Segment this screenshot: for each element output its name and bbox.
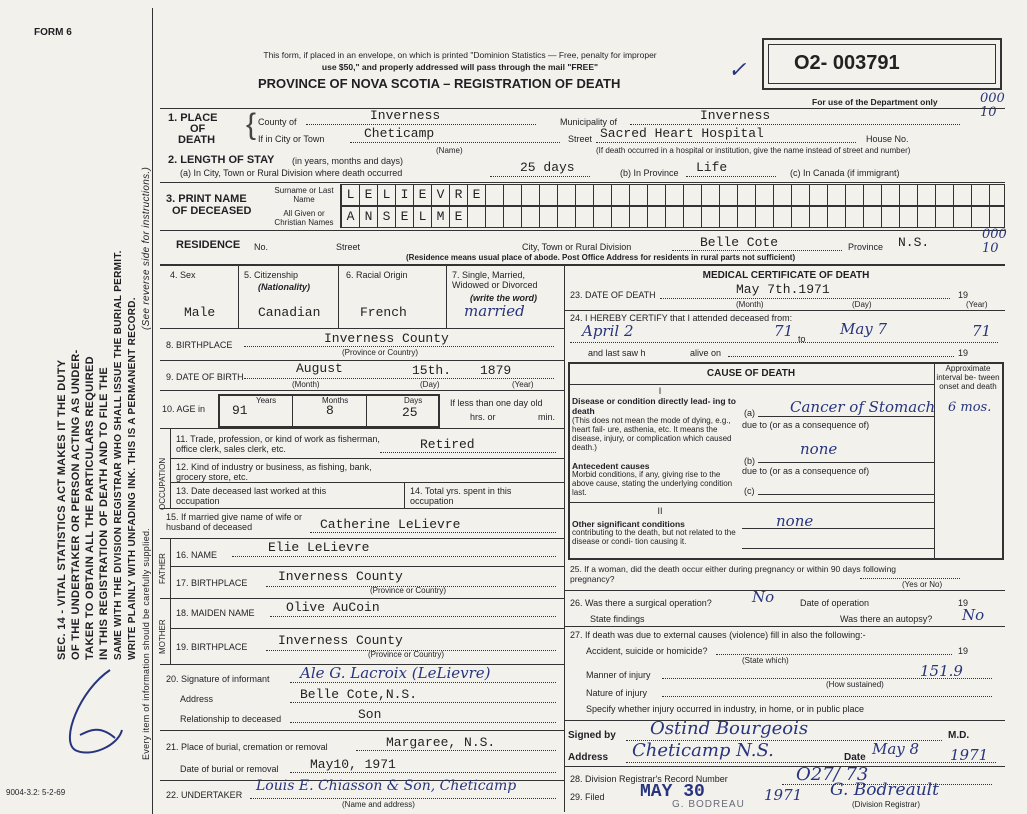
informant-address: Belle Cote,N.S. [300,687,418,702]
birthplace-value: Inverness County [324,331,449,346]
cause-b-value: none [800,440,838,458]
name-letter-cell [540,207,558,227]
md-label: M.D. [948,730,970,741]
name-letter-cell: L [342,185,360,205]
due-to-b: due to (or as a consequence of) [742,466,870,476]
informant-address-label: Address [180,694,214,704]
name-letter-cell [594,207,612,227]
name-letter-cell [792,185,810,205]
father-birthplace-value: Inverness County [278,569,403,584]
undertaker-label: 22. UNDERTAKER [166,790,243,800]
street-label: Street [568,134,593,144]
postal-note-2: use $50," and properly addressed will pass through the mail "FREE" [321,62,599,72]
father-name-value: Elie LeLievre [268,540,370,555]
residence-no-label: No. [254,242,269,252]
name-letter-cell [918,185,936,205]
registrar-signature: G. Bodreault [830,780,939,800]
operation-nineteen: 19 [958,598,969,608]
attended-to-year: 71 [972,322,992,340]
house-no-label: House No. [866,134,909,144]
dob-day: 15th. [412,363,452,378]
mother-side-label: MOTHER [158,619,167,654]
name-letter-cell [486,207,504,227]
name-letter-cell: I [396,185,414,205]
marital-value: married [464,302,525,320]
last-worked-label: 13. Date deceased last worked at this occupation [176,486,327,506]
name-letter-cell [756,185,774,205]
residence-label: RESIDENCE [176,239,241,251]
initial-mark [40,660,130,770]
state-which-label: (State which) [742,656,789,665]
name-letter-cell [810,207,828,227]
side-instruction-1: SEC. 14 - VITAL STATISTICS ACT MAKES IT THE DUTY [56,359,68,660]
name-letter-cell [972,207,990,227]
age-days: 25 [402,405,418,420]
cause-a-interval: 6 mos. [948,400,992,415]
q25-label: 25. If a woman, did the death occur either during pregnancy or within 90 days following pregnancy? [570,564,897,584]
name-letter-cell [828,207,846,227]
residence-code: 000 10 [982,227,1007,256]
signed-by-label: Signed by [568,730,616,741]
relationship-value: Son [358,707,382,722]
autopsy-value: No [962,606,985,624]
record-number-label: 28. Division Registrar's Record Number [570,774,728,784]
name-letter-cell [936,207,954,227]
dob-year: 1879 [480,363,512,378]
burial-place-label: 21. Place of burial, cremation or removal [166,742,328,752]
side-instruction-8: Every item of information should be carefully supplied. [141,527,151,760]
name-letter-cell [684,207,702,227]
name-letter-cell [612,207,630,227]
dob-day-sub: (Day) [420,380,440,389]
alive-nineteen: 19 [958,348,969,358]
other-conditions-label: Other significant conditions [572,519,685,529]
surname-boxes [340,184,1005,206]
marital-sub: (write the word) [470,293,537,303]
informant-sig-label: 20. Signature of informant [166,674,270,684]
cause-c-label: (c) [744,486,755,496]
birthplace-label: 8. BIRTHPLACE [166,340,233,350]
name-sub-label: (Name) [436,146,463,155]
registration-number-box [762,38,1002,90]
name-letter-cell [504,185,522,205]
name-letter-cell [594,185,612,205]
length-of-stay-heading: 2. LENGTH OF STAY [168,154,275,166]
antecedent-label: Antecedent causes [572,461,650,471]
dod-day-sub: (Day) [852,300,872,309]
operation-date-label: Date of operation [800,598,870,608]
undertaker-sub: (Name and address) [342,800,415,809]
county-label: County of [258,117,297,127]
dod-year-sub: (Year) [966,300,988,309]
residence-city: Belle Cote [700,235,779,250]
how-sustained-label: (How sustained) [826,680,884,689]
age-label: 10. AGE in [162,404,206,414]
name-letter-cell [828,185,846,205]
racial-origin-label: 6. Racial Origin [346,270,408,280]
q27-label: 27. If death was due to external causes (violence) fill in also the following:- [570,630,866,640]
dob-year-sub: (Year) [512,380,534,389]
industry-label: 12. Kind of industry or business, as fishing, bank, grocery store, etc. [176,462,372,482]
side-instruction-7: (See reverse side for instructions.) [141,166,152,330]
name-letter-cell [792,207,810,227]
cause-a-value: Cancer of Stomach [790,398,936,416]
less-than-day-label: If less than one day old [450,398,543,408]
other-conditions-note: contributing to the death, but not related to the disease or condi- tion causing it. [572,528,736,546]
burial-date-label: Date of burial or removal [180,764,279,774]
name-letter-cell: L [378,185,396,205]
filed-year: 1971 [764,786,803,804]
age-years-label: Years [256,396,277,405]
name-letter-cell [900,207,918,227]
signer-address-label: Address [568,752,609,763]
name-letter-cell: E [450,207,468,227]
name-letter-cell [936,185,954,205]
dob-month-sub: (Month) [292,380,320,389]
name-letter-cell [702,207,720,227]
name-letter-cell [540,185,558,205]
record-number-value: O27/ 73 [796,764,869,785]
name-letter-cell [648,207,666,227]
form-number: FORM 6 [34,27,72,38]
residence-city-label: City, Town or Rural Division [522,242,632,252]
name-letter-cell [972,185,990,205]
name-letter-cell [882,207,900,227]
disease-label: Disease or condition directly lead- ing to death [572,396,736,416]
father-birthplace-sub: (Province or Country) [370,586,447,595]
name-letter-cell [558,185,576,205]
name-letter-cell [720,185,738,205]
mother-maiden-label: 18. MAIDEN NAME [176,608,255,618]
name-letter-cell [918,207,936,227]
side-instruction-6: WRITE PLAINLY WITH UNFADING INK. THIS IS A PERMANENT RECORD. [127,297,138,660]
name-letter-cell [666,207,684,227]
name-letter-cell: M [432,207,450,227]
autopsy-label: Was there an autopsy? [840,614,933,624]
dob-label: 9. DATE OF BIRTH [166,372,244,382]
filed-value: MAY 30 [640,782,705,802]
manner-code: 151.9 [920,662,963,680]
citizenship-label: 5. Citizenship [244,270,299,280]
accident-nineteen: 19 [958,646,969,656]
municipality-label: Municipality of [560,117,618,127]
name-letter-cell [576,185,594,205]
citizenship-value: Canadian [258,305,321,320]
occupation-side-label: OCCUPATION [158,457,167,510]
name-letter-cell: A [342,207,360,227]
name-letter-cell [738,207,756,227]
name-letter-cell [846,185,864,205]
street-value: Sacred Heart Hospital [600,126,764,141]
name-letter-cell [738,185,756,205]
name-letter-cell [486,185,504,205]
name-letter-cell [882,185,900,205]
manner-label: Manner of injury [586,670,651,680]
mother-birthplace-value: Inverness County [278,633,403,648]
county-value: Inverness [370,108,441,123]
stay-b-label: (b) In Province [620,168,679,178]
surname-label: Surname or Last Name [274,186,334,204]
relationship-label: Relationship to deceased [180,714,282,724]
part-one: I [658,386,662,396]
name-letter-cell [504,207,522,227]
name-letter-cell: L [414,207,432,227]
place-heading-1: 1. PLACE [168,112,218,124]
part-two: II [657,506,663,516]
residence-province: N.S. [898,235,930,250]
hospital-note: (If death occurred in a hospital or institution, give the name instead of street and number) [596,146,911,155]
postal-note-1: This form, if placed in an envelope, on which is printed "Dominion Statistics — Free, penalty for improper [263,50,657,60]
place-heading-2: OF [190,123,206,135]
residence-street-label: Street [336,242,361,252]
given-name-boxes [340,206,1005,228]
dod-value: May 7th.1971 [736,282,830,297]
medical-heading: MEDICAL CERTIFICATE OF DEATH [702,270,870,281]
residence-province-label: Province [848,242,884,252]
q26-value: No [752,588,775,606]
burial-place-value: Margaree, N.S. [386,735,496,750]
disease-note: (This does not mean the mode of dying, e.g., heart fail- ure, asthenia, etc. It means the disease, injury, or complication which caused death.) [572,416,732,452]
signed-by-value: Ostind Bourgeois [650,718,809,739]
dob-month: August [296,361,343,376]
side-instruction-3: TAKER TO OBTAIN ALL THE PARTICULARS REQUIRED [84,356,96,660]
department-use-label: For use of the Department only [812,97,938,107]
age-months: 8 [326,403,334,418]
name-letter-cell: S [378,207,396,227]
cause-heading: CAUSE OF DEATH [706,368,796,379]
q26-label: 26. Was there a surgical operation? [570,598,712,608]
name-letter-cell [954,207,972,227]
name-letter-cell [576,207,594,227]
department-code: 000 10 [980,91,1005,120]
name-letter-cell [630,207,648,227]
side-instruction-2: OF THE UNDERTAKER OR PERSON ACTING AS UNDER- [70,349,82,660]
mother-maiden-value: Olive AuCoin [286,600,380,615]
attended-from: April 2 [582,322,634,340]
stay-c-label: (c) In Canada (if immigrant) [790,168,900,178]
name-letter-cell [774,185,792,205]
registrar-stamp: G. BODREAU [672,799,745,810]
q25-sub: (Yes or No) [902,580,943,589]
stay-b-value: Life [696,160,728,175]
father-birthplace-label: 17. BIRTHPLACE [176,578,248,588]
name-letter-cell: V [432,185,450,205]
form-title: PROVINCE OF NOVA SCOTIA – REGISTRATION OF DEATH [258,76,621,91]
registration-number: O2- 003791 [794,52,900,74]
name-letter-cell [612,185,630,205]
spouse-value: Catherine LeLievre [320,517,461,532]
name-letter-cell: E [360,185,378,205]
name-letter-cell [756,207,774,227]
name-letter-cell: E [468,185,486,205]
side-instruction-4: IN THIS REGISTRATION OF DEATH AND TO FILE THE [98,367,110,660]
other-conditions-value: none [776,512,814,530]
undertaker-value: Louis E. Chiasson & Son, Cheticamp [256,778,517,794]
name-letter-cell [864,185,882,205]
print-name-heading-2: OF DECEASED [172,205,252,217]
name-letter-cell [522,185,540,205]
name-letter-cell [468,207,486,227]
interval-heading: Approximate interval be- tween onset and death [936,364,1000,391]
sex-label: 4. Sex [170,270,196,280]
racial-origin-value: French [360,305,407,320]
name-letter-cell [846,207,864,227]
name-letter-cell [522,207,540,227]
informant-signature: Ale G. Lacroix (LeLievre) [300,664,491,682]
specify-label: Specify whether injury occurred in industry, in home, or in public place [586,704,864,714]
father-side-label: FATHER [158,553,167,584]
length-of-stay-sub: (in years, months and days) [292,156,404,166]
dod-month-sub: (Month) [736,300,764,309]
side-instruction-5: SAME WITH THE DIVISION REGISTRAR WHO SHALL ISSUE THE BURIAL PERMIT. [113,250,124,660]
name-letter-cell: N [360,207,378,227]
name-letter-cell: R [450,185,468,205]
name-letter-cell [954,185,972,205]
attended-to: May 7 [840,320,888,338]
city-value: Cheticamp [364,126,435,141]
alive-on-label: alive on [690,348,722,358]
trade-label: 11. Trade, profession, or kind of work as fisherman, office clerk, sales clerk, etc. [176,434,380,454]
marital-label: 7. Single, Married, Widowed or Divorced [452,270,538,290]
attended-from-year: 71 [774,322,794,340]
trade-value: Retired [420,437,475,452]
father-name-label: 16. NAME [176,550,218,560]
city-label: If in City or Town [258,134,325,144]
birthplace-sub: (Province or Country) [342,348,419,357]
cause-b-label: (b) [744,456,755,466]
dod-nineteen: 19 [958,290,969,300]
name-letter-cell [720,207,738,227]
form-code: 9004-3.2: 5-2-69 [6,788,66,797]
signer-date-value: May 8 [872,740,920,758]
print-name-heading-1: 3. PRINT NAME [166,193,247,205]
name-letter-cell [648,185,666,205]
place-heading-3: DEATH [178,134,216,146]
due-to-a: due to (or as a consequence of) [742,420,870,430]
antecedent-note: Morbid conditions, if any, giving rise to the above cause, stating the underlying condition last. [572,470,733,497]
signer-date-year: 1971 [950,746,989,764]
stay-a-label: (a) In City, Town or Rural Division where death occurred [180,168,403,178]
name-letter-cell [702,185,720,205]
mother-birthplace-label: 19. BIRTHPLACE [176,642,248,652]
signer-address-value: Cheticamp N.S. [632,740,774,761]
name-letter-cell [630,185,648,205]
filed-label: 29. Filed [570,792,605,802]
last-saw-label: and last saw h [588,348,646,358]
residence-note: (Residence means usual place of abode. Post Office Address for residents in rural parts not sufficient) [406,253,796,262]
mother-birthplace-sub: (Province or Country) [368,650,445,659]
attended-to-label: to [798,334,806,344]
age-years: 91 [232,403,248,418]
name-letter-cell [684,185,702,205]
municipality-value: Inverness [700,108,771,123]
years-spent-label: 14. Total yrs. spent in this occupation [410,486,512,506]
name-letter-cell: E [414,185,432,205]
name-letter-cell [864,207,882,227]
name-letter-cell: E [396,207,414,227]
cause-a-label: (a) [744,408,755,418]
findings-label: State findings [590,614,645,624]
sex-value: Male [184,305,216,320]
burial-date-value: May10, 1971 [310,757,396,772]
name-letter-cell [666,185,684,205]
min-label: min. [538,412,556,422]
stay-a-value: 25 days [520,160,575,175]
age-months-label: Months [322,396,349,405]
name-letter-cell [558,207,576,227]
name-letter-cell [810,185,828,205]
accident-label: Accident, suicide or homicide? [586,646,708,656]
citizenship-sub: (Nationality) [258,282,311,292]
spouse-label: 15. If married give name of wife or husband of deceased [166,512,303,532]
name-letter-cell [900,185,918,205]
age-days-label: Days [404,396,423,405]
registrar-sub: (Division Registrar) [852,800,921,809]
certify-label: 24. I HEREBY CERTIFY that I attended deceased from: [570,313,793,323]
name-letter-cell [774,207,792,227]
given-names-label: All Given or Christian Names [274,209,334,227]
signer-date-label: Date [844,752,866,763]
dod-label: 23. DATE OF DEATH [570,290,656,300]
hrs-label: hrs. or [470,412,496,422]
nature-label: Nature of injury [586,688,648,698]
